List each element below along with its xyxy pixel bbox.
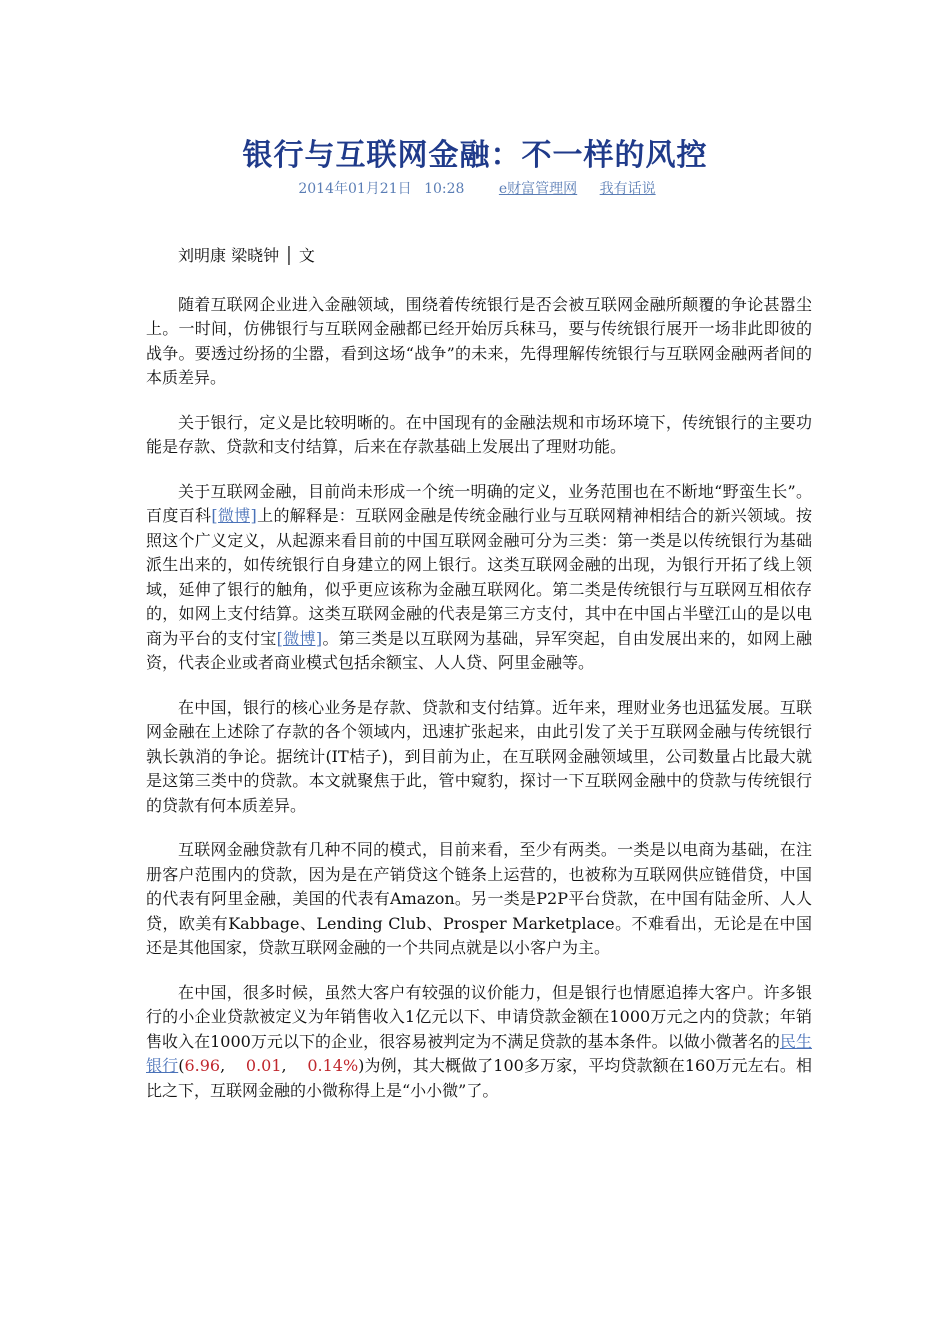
- paragraph-3-text-b: 上的解释是：互联网金融是传统金融行业与互联网精神相结合的新兴领域。按照这个广义定义，从起源来看目前的中国互联网金融可分为三类：第一类是以传统银行为基础派生出来的，如传统银行自身建立的网上银行。这类互联网金融的出现，为银行开拓了线上领域，延伸了银行的触角，似乎更应该称为金融互联网化。第二类是传统银行与互联网互相依存的，如网上支付结算。这类互联网金融的代表是第三方支付，其中在中国占半壁江山的是以电商为平台的支付宝: [146, 506, 812, 648]
- weibo-link-baidu[interactable]: [微博]: [211, 506, 257, 525]
- paragraph-3-text-c: 。第三类是以互联网为基础，异军突起，自由发展出来的，如网上融资，代表企业或者商业模式包括余额宝、人人贷、阿里金融等。: [146, 628, 812, 672]
- paragraph-3: [146, 480, 812, 676]
- article-meta: [0, 178, 950, 198]
- paragraph-6-text-a: 在中国，很多时候，虽然大客户有较强的议价能力，但是银行也情愿追捧大客户。许多银行的小企业贷款被定义为年销售收入1亿元以下、申请贷款金额在1000万元之内的贷款；年销售收入在1000万元以下的企业，很容易被判定为不满足贷款的基本条件。以做小微著名的: [146, 982, 812, 1051]
- article-title: 银行与互联网金融：不一样的风控: [242, 138, 708, 173]
- article-time: 10:28: [424, 181, 465, 197]
- stock-change: 0.01: [245, 1056, 282, 1075]
- stock-paren-open: (: [178, 1056, 185, 1075]
- article-date: 2014年01月21日: [298, 181, 412, 197]
- paragraph-6: 在中国，很多时候，虽然大客户有较强的议价能力，但是银行也情愿追捧大客户。许多银行的小企业贷款被定义为年销售收入1亿元以下、申请贷款金额在1000万元之内的贷款；年销售收入在1000万元以下的企业，很容易被判定为不满足贷款的基本条件。以做小微著名的民生银行(6.96, 0.01, 0.14%)为例，其大概做了100多万家，平均贷款额在160万元左右。相比之下，互联网金融的小微称得上是“小小微”了。: [146, 982, 812, 1100]
- stock-price: 6.96: [184, 1056, 221, 1075]
- minsheng-bank-link[interactable]: 民生银行: [146, 1031, 812, 1075]
- article-body: [146, 244, 812, 1123]
- weibo-link-alipay[interactable]: [微博]: [276, 628, 323, 648]
- comment-link[interactable]: 我有话说: [599, 181, 656, 197]
- paragraph-4: 在中国，银行的核心业务是存款、贷款和支付结算。近年来，理财业务也迅猛发展。互联网金融在上述除了存款的各个领域内，迅速扩张起来，由此引发了关于互联网金融与传统银行孰长孰消的争论。据统计(IT桔子)，到目前为止，在互联网金融领域里，公司数量占比最大就是这第三类中的贷款。本文就聚焦于此，管中窥豹，探讨一下互联网金融中的贷款与传统银行的贷款有何本质差异。: [146, 697, 812, 815]
- paragraph-3-text-a: 关于互联网金融，目前尚未形成一个统一明确的定义，业务范围也在不断地“野蛮生长”。百度百科: [146, 481, 812, 525]
- stock-paren-close: ): [358, 1056, 365, 1075]
- byline: 刘明康 梁晓钟 │ 文: [178, 246, 315, 265]
- source-link[interactable]: e财富管理网: [498, 181, 578, 197]
- paragraph-6-text-b: 为例，其大概做了100多万家，平均贷款额在160万元左右。相比之下，互联网金融的小微称得上是“小小微”了。: [146, 1056, 812, 1100]
- paragraph-1: 随着互联网企业进入金融领域，围绕着传统银行是否会被互联网金融所颠覆的争论甚嚣尘上。一时间，仿佛银行与互联网金融都已经开始厉兵秣马，要与传统银行展开一场非此即彼的战争。要透过纷扬的尘嚣，看到这场“战争”的未来，先得理解传统银行与互联网金融两者间的本质差异。: [146, 294, 812, 387]
- paragraph-5: 互联网金融贷款有几种不同的模式，目前来看，至少有两类。一类是以电商为基础，在注册客户范围内的贷款，因为是在产销贷这个链条上运营的，也被称为互联网供应链借贷，中国的代表有阿里金融，美国的代表有Amazon。另一类是P2P平台贷款，在中国有陆金所、人人贷，欧美有Kabbage、Lending Club、Prosper Marketplace。不难看出，无论是在中国还是其他国家，贷款互联网金融的一个共同点就是以小客户为主。: [146, 840, 812, 957]
- stock-change-percent: 0.14%: [307, 1056, 359, 1075]
- paragraph-2: 关于银行，定义是比较明晰的。在中国现有的金融法规和市场环境下，传统银行的主要功能是存款、贷款和支付结算，后来在存款基础上发展出了理财功能。: [146, 412, 812, 456]
